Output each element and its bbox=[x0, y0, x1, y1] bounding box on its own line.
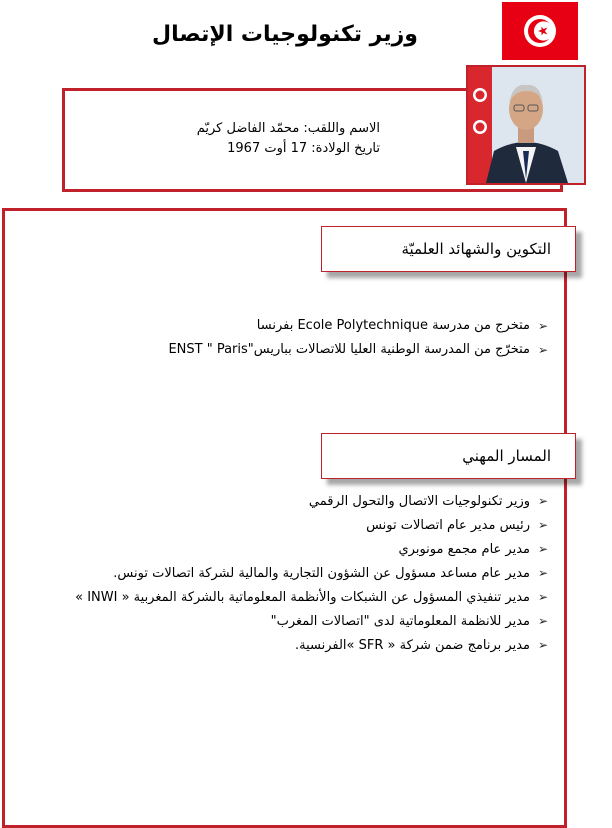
list-item-text: مدير تنفيذي المسؤول عن الشبكات والأنظمة المعلوماتية بالشركة المغربية « INWI » bbox=[75, 590, 530, 605]
check-arrow-icon: ➢ bbox=[537, 566, 549, 580]
list-item-text: رئيس مدير عام اتصالات تونس bbox=[366, 518, 530, 533]
minister-portrait bbox=[466, 65, 586, 185]
list-item bbox=[0, 562, 552, 585]
list-item-text: مدير برنامج ضمن شركة « SFR »الفرنسية. bbox=[294, 638, 530, 653]
list-item bbox=[62, 314, 552, 338]
list-item bbox=[62, 338, 552, 362]
check-arrow-icon: ➢ bbox=[537, 319, 549, 333]
check-arrow-icon: ➢ bbox=[537, 343, 549, 357]
list-item bbox=[0, 610, 552, 633]
list-item-text: مدير عام مساعد مسؤول عن الشؤون التجارية والمالية لشركة اتصالات تونس. bbox=[113, 566, 530, 581]
education-list bbox=[62, 314, 552, 362]
education-heading: التكوين والشهائد العلميّة bbox=[321, 226, 576, 272]
list-item-text: مدير عام مجمع مونوبري bbox=[398, 542, 530, 557]
list-item bbox=[0, 538, 552, 561]
check-arrow-icon: ➢ bbox=[537, 518, 549, 532]
name-line: الاسم واللقب: محمّد الفاضل كريّم bbox=[196, 121, 380, 136]
check-arrow-icon: ➢ bbox=[537, 614, 549, 628]
list-item bbox=[0, 586, 552, 609]
page-title: وزير تكنولوجيات الإتصال bbox=[152, 22, 418, 47]
career-heading: المسار المهني bbox=[321, 433, 576, 479]
check-arrow-icon: ➢ bbox=[537, 494, 549, 508]
list-item-text: متخرّج من المدرسة الوطنية العليا للاتصالات بباريس"ENST " Paris bbox=[168, 342, 530, 357]
check-arrow-icon: ➢ bbox=[537, 638, 549, 652]
career-list bbox=[0, 490, 552, 658]
list-item-text: متخرج من مدرسة Ecole Polytechnique بفرنسا bbox=[256, 318, 530, 333]
list-item-text: وزير تكنولوجيات الاتصال والتحول الرقمي bbox=[308, 494, 530, 509]
check-arrow-icon: ➢ bbox=[537, 542, 549, 556]
personal-info-lines bbox=[197, 119, 380, 159]
list-item bbox=[0, 514, 552, 537]
birth-date-line: تاريخ الولادة: 17 أوت 1967 bbox=[227, 141, 380, 156]
list-item-text: مدير للانظمة المعلوماتية لدى "اتصالات المغرب" bbox=[270, 614, 530, 629]
list-item bbox=[0, 634, 552, 657]
check-arrow-icon: ➢ bbox=[537, 590, 549, 604]
tunisia-flag-icon bbox=[502, 2, 578, 60]
list-item bbox=[0, 490, 552, 513]
